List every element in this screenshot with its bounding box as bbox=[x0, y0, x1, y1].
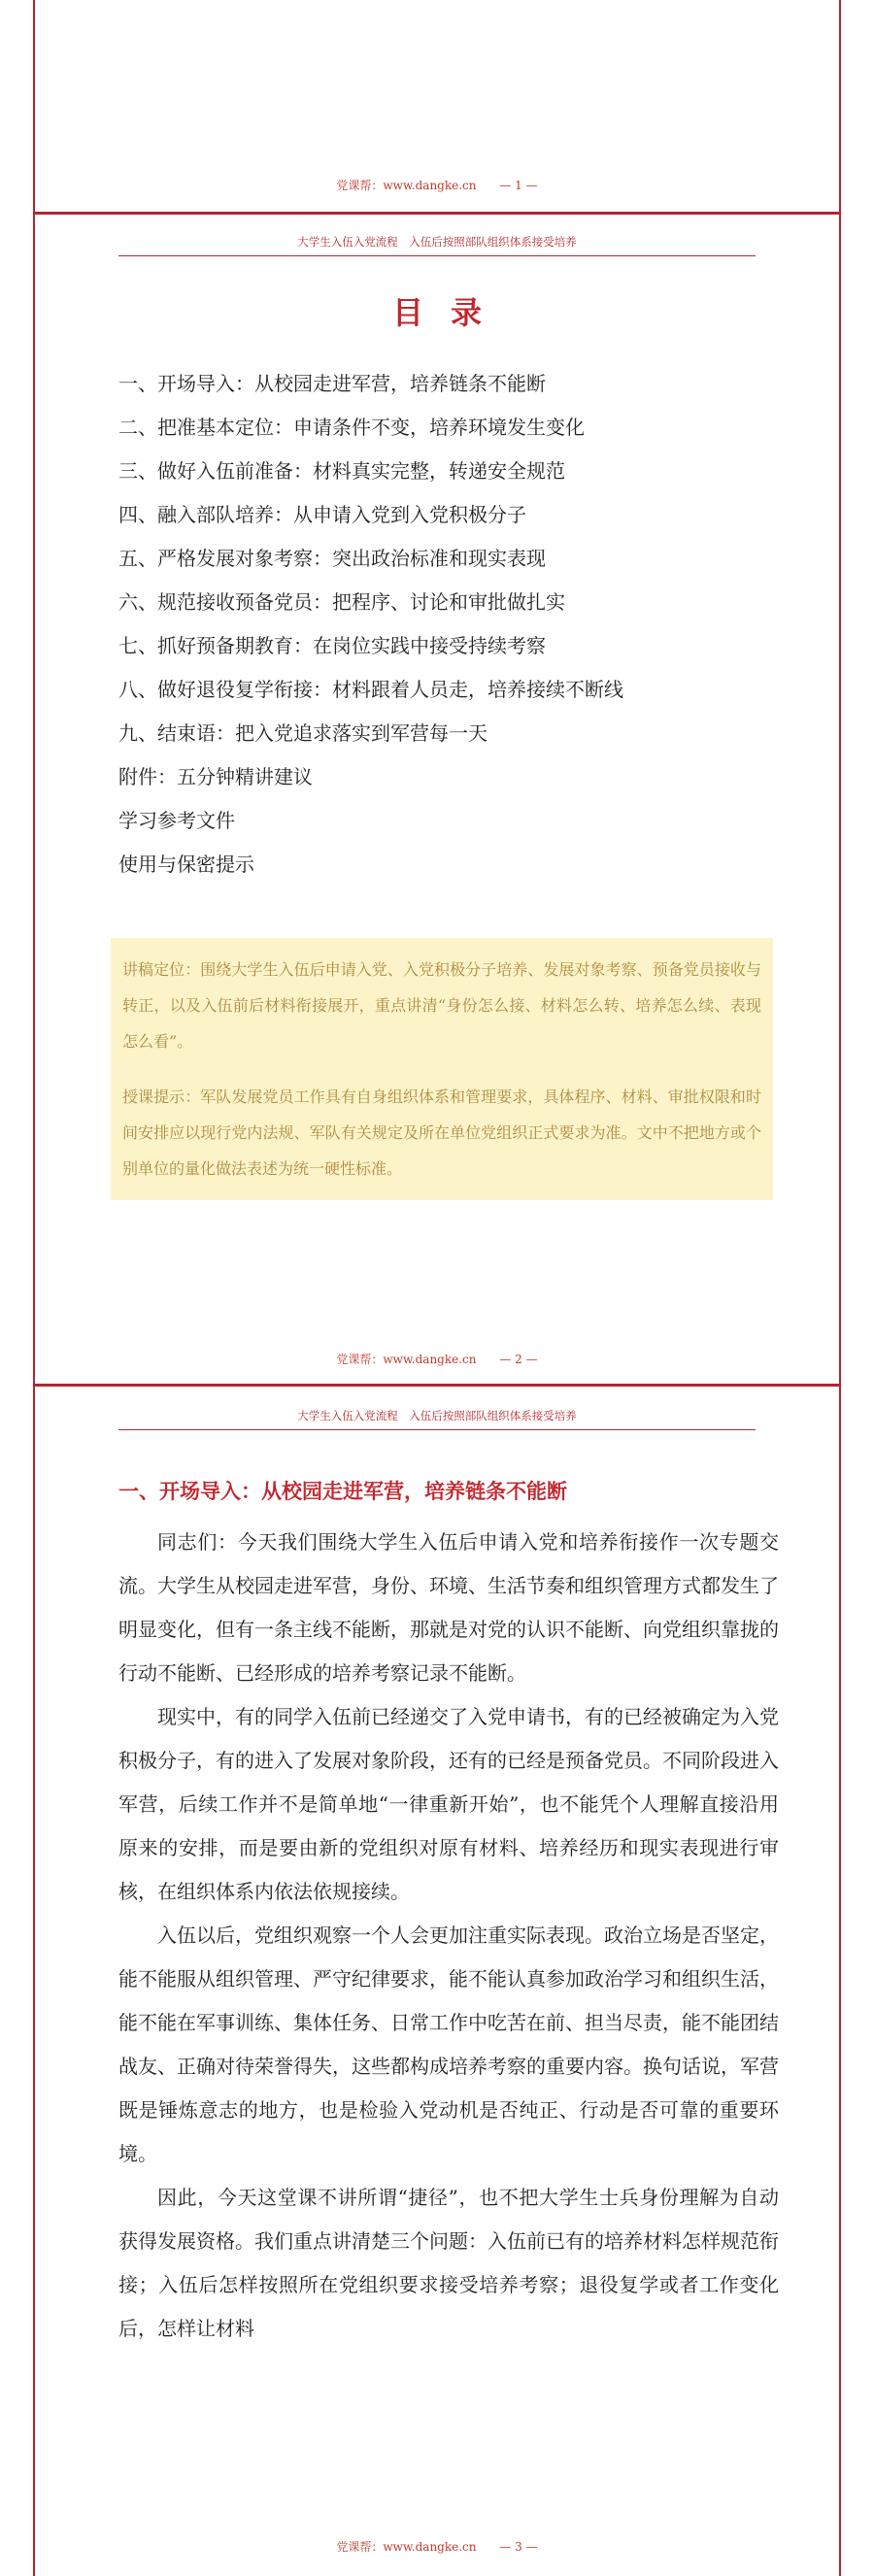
toc-item[interactable]: 六、规范接收预备党员：把程序、讨论和审批做扎实 bbox=[118, 590, 565, 614]
paragraph: 同志们：今天我们围绕大学生入伍后申请入党和培养衔接作一次专题交流。大学生从校园走进军营，身份、环境、生活节奏和组织管理方式都发生了明显变化，但有一条主线不能断，那就是对党的认识不能断、向党组织靠拢的行动不能断、已经形成的培养考察记录不能断。 bbox=[118, 1530, 779, 1685]
running-head: 大学生入伍入党流程 入伍后按照部队组织体系接受培养 bbox=[297, 1409, 577, 1422]
page-3 bbox=[33, 1387, 841, 2576]
toc-list bbox=[118, 362, 623, 887]
toc-item[interactable]: 二、把准基本定位：申请条件不变，培养环境发生变化 bbox=[118, 416, 585, 439]
footer-page-number: — 2 — bbox=[499, 1353, 538, 1366]
page-footer bbox=[35, 1351, 839, 1367]
toc-item[interactable]: 七、抓好预备期教育：在岗位实践中接受持续考察 bbox=[118, 634, 546, 657]
note-tips: 授课提示：军队发展党员工作具有自身组织体系和管理要求，具体程序、材料、审批权限和时间安排应以现行党内法规、军队有关规定及所在单位党组织正式要求为准。文中不把地方或个别单位的量化做法表述为统一硬性标准。 bbox=[122, 1087, 761, 1178]
footer-page-number: — 3 — bbox=[499, 2540, 538, 2554]
section-body bbox=[118, 1521, 779, 2351]
page-2 bbox=[33, 215, 841, 1388]
toc-item[interactable]: 附件：五分钟精讲建议 bbox=[118, 765, 313, 788]
toc-item[interactable]: 学习参考文件 bbox=[118, 809, 235, 832]
page-1 bbox=[33, 0, 841, 216]
toc-item[interactable]: 九、结束语：把入党追求落实到军营每一天 bbox=[118, 721, 487, 745]
paragraph: 因此，今天这堂课不讲所谓“捷径”，也不把大学生士兵身份理解为自动获得发展资格。我们重点讲清楚三个问题：入伍前已有的培养材料怎样规范衔接；入伍后怎样按照所在党组织要求接受培养考察；退役复学或者工作变化后，怎样让材料 bbox=[118, 2186, 779, 2340]
footer-site: 党课帮：www.dangke.cn bbox=[336, 2540, 477, 2554]
lecture-note-box bbox=[111, 938, 773, 1200]
running-head: 大学生入伍入党流程 入伍后按照部队组织体系接受培养 bbox=[297, 235, 577, 249]
toc-item[interactable]: 三、做好入伍前准备：材料真实完整，转递安全规范 bbox=[118, 459, 565, 483]
footer-site: 党课帮：www.dangke.cn bbox=[336, 1353, 477, 1366]
toc-item[interactable]: 使用与保密提示 bbox=[118, 853, 254, 876]
toc-title: 目录 bbox=[391, 294, 509, 331]
note-positioning: 讲稿定位：围绕大学生入伍后申请入党、入党积极分子培养、发展对象考察、预备党员接收与转正，以及入伍前后材料衔接展开，重点讲清“身份怎么接、材料怎么转、培养怎么续、表现怎么看”。 bbox=[122, 960, 761, 1051]
toc-item[interactable]: 一、开场导入：从校园走进军营，培养链条不能断 bbox=[118, 372, 546, 395]
running-head-rule bbox=[118, 1429, 756, 1430]
running-head-rule bbox=[118, 255, 756, 256]
paragraph: 入伍以后，党组织观察一个人会更加注重实际表现。政治立场是否坚定，能不能服从组织管理、严守纪律要求，能不能认真参加政治学习和组织生活，能不能在军事训练、集体任务、日常工作中吃苦在前、担当尽责，能不能团结战友、正确对待荣誉得失，这些都构成培养考察的重要内容。换句话说，军营既是锤炼意志的地方，也是检验入党动机是否纯正、行动是否可靠的重要环境。 bbox=[118, 1924, 779, 2165]
paragraph: 现实中，有的同学入伍前已经递交了入党申请书，有的已经被确定为入党积极分子，有的进入了发展对象阶段，还有的已经是预备党员。不同阶段进入军营，后续工作并不是简单地“一律重新开始”，也不能凭个人理解直接沿用原来的安排，而是要由新的党组织对原有材料、培养经历和现实表现进行审核，在组织体系内依法依规接续。 bbox=[118, 1705, 779, 1903]
page-footer bbox=[35, 2538, 839, 2555]
toc-item[interactable]: 五、严格发展对象考察：突出政治标准和现实表现 bbox=[118, 547, 546, 570]
section-title: 一、开场导入：从校园走进军营，培养链条不能断 bbox=[118, 1480, 567, 1503]
footer-page-number: — 1 — bbox=[499, 179, 538, 192]
toc-item[interactable]: 四、融入部队培养：从申请入党到入党积极分子 bbox=[118, 503, 526, 526]
toc-item[interactable]: 八、做好退役复学衔接：材料跟着人员走，培养接续不断线 bbox=[118, 678, 623, 701]
footer-site: 党课帮：www.dangke.cn bbox=[336, 179, 477, 192]
page-footer bbox=[35, 177, 839, 193]
